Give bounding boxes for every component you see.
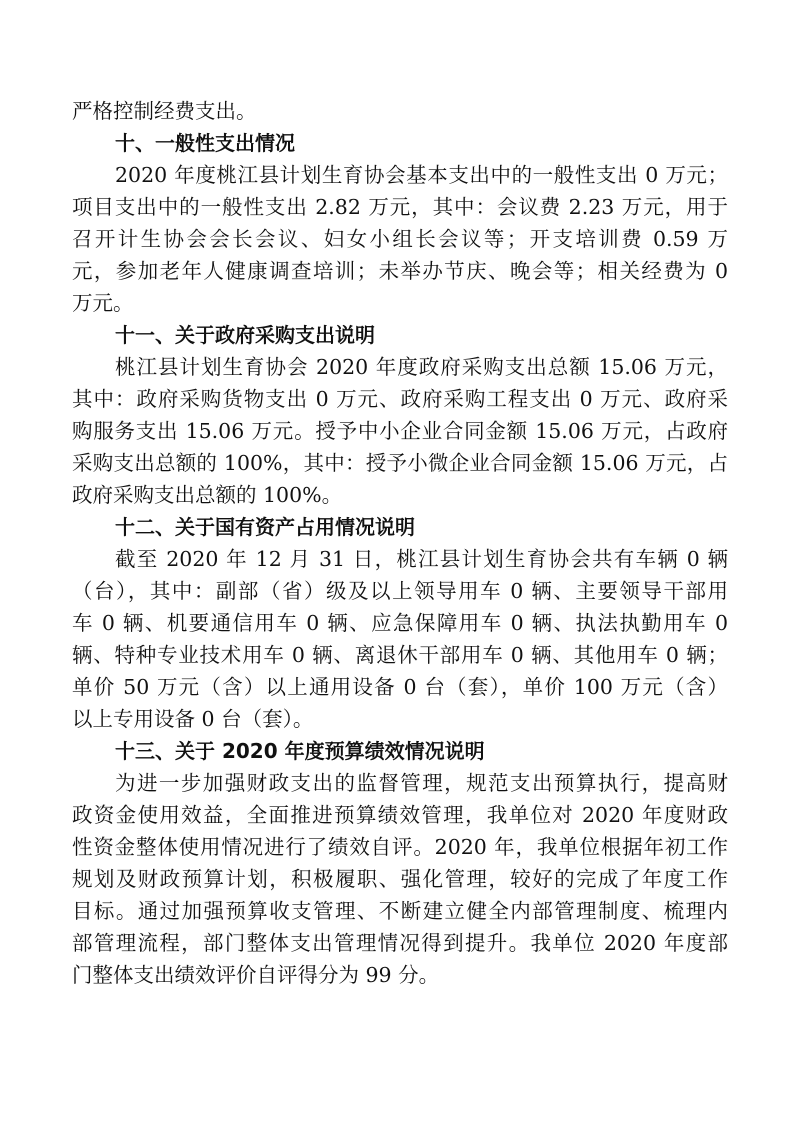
paragraph-line: 采购支出总额的 100%，其中：授予小微企业合同金额 15.06 万元，占	[72, 451, 728, 475]
section-heading	[72, 735, 728, 767]
paragraph-line: 严格控制经费支出。	[72, 99, 257, 123]
paragraph-line: 门整体支出绩效评价自评得分为 99 分。	[72, 963, 440, 987]
paragraph-line: 目标。通过加强预算收支管理、不断建立健全内部管理制度、梳理内	[72, 899, 728, 923]
paragraph-line: （台），其中：副部（省）级及以上领导用车 0 辆、主要领导干部用	[72, 579, 728, 603]
section-heading	[72, 511, 728, 543]
section-heading	[72, 127, 728, 159]
paragraph-line: 以上专用设备 0 台（套）。	[72, 707, 314, 731]
paragraph-line: 辆、特种专业技术用车 0 辆、离退休干部用车 0 辆、其他用车 0 辆；	[72, 643, 728, 667]
section-heading	[72, 319, 728, 351]
paragraph-line: 政府采购支出总额的 100%。	[72, 483, 343, 507]
heading-text: 十一、关于政府采购支出说明	[115, 323, 375, 347]
paragraph-line: 购服务支出 15.06 万元。授予中小企业合同金额 15.06 万元，占政府	[72, 419, 728, 443]
paragraph-line: 性资金整体使用情况进行了绩效自评。2020 年，我单位根据年初工作	[72, 835, 728, 859]
paragraph-line: 召开计生协会会长会议、妇女小组长会议等；开支培训费 0.59 万	[72, 227, 728, 251]
paragraph-line: 车 0 辆、机要通信用车 0 辆、应急保障用车 0 辆、执法执勤用车 0	[72, 611, 728, 635]
paragraph-line: 为进一步加强财政支出的监督管理，规范支出预算执行，提高财	[115, 771, 728, 795]
heading-text: 十二、关于国有资产占用情况说明	[115, 515, 415, 539]
document-page	[72, 95, 728, 991]
paragraph	[72, 351, 728, 511]
paragraph	[72, 543, 728, 735]
paragraph-line: 规划及财政预算计划，积极履职、强化管理，较好的完成了年度工作	[72, 867, 728, 891]
heading-text: 十、一般性支出情况	[115, 131, 295, 155]
paragraph	[72, 159, 728, 319]
paragraph-line: 2020 年度桃江县计划生育协会基本支出中的一般性支出 0 万元；	[115, 163, 728, 187]
paragraph-line: 万元。	[72, 291, 134, 315]
paragraph-line: 元，参加老年人健康调查培训；未举办节庆、晚会等；相关经费为 0	[72, 259, 728, 283]
paragraph-line: 截至 2020 年 12 月 31 日，桃江县计划生育协会共有车辆 0 辆	[115, 547, 728, 571]
paragraph-line: 其中：政府采购货物支出 0 万元、政府采购工程支出 0 万元、政府采	[72, 387, 728, 411]
paragraph-line: 项目支出中的一般性支出 2.82 万元，其中：会议费 2.23 万元，用于	[72, 195, 728, 219]
paragraph	[72, 767, 728, 991]
paragraph-line: 单价 50 万元（含）以上通用设备 0 台（套），单价 100 万元（含）	[72, 675, 728, 699]
paragraph-line: 部管理流程，部门整体支出管理情况得到提升。我单位 2020 年度部	[72, 931, 728, 955]
paragraph-line: 桃江县计划生育协会 2020 年度政府采购支出总额 15.06 万元，	[115, 355, 728, 379]
heading-text: 十三、关于 2020 年度预算绩效情况说明	[115, 739, 485, 763]
paragraph	[72, 95, 728, 127]
paragraph-line: 政资金使用效益，全面推进预算绩效管理，我单位对 2020 年度财政	[72, 803, 728, 827]
